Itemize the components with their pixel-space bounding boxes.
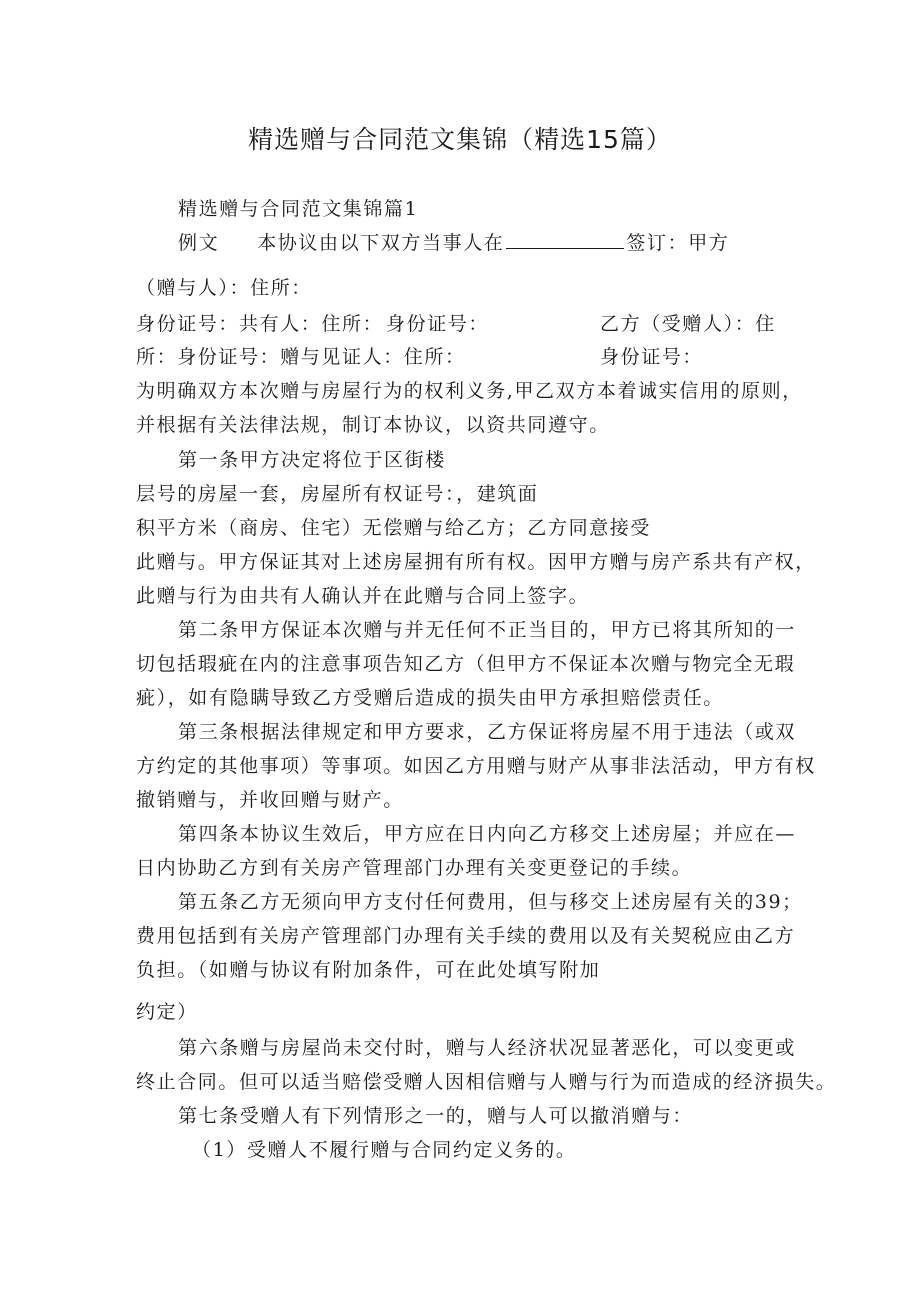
- party-line: 身份证号：共有人：住所：: [136, 313, 384, 335]
- party-line: （赠与人）：住所：: [136, 277, 312, 299]
- paragraph-line: 切包括瑕疵在内的注意事项告知乙方（但甲方不保证本次赠与物完全无瑕: [136, 653, 796, 675]
- intro-label: 例文: [178, 232, 220, 254]
- list-item: （1）受赠人不履行赠与合同约定义务的。: [192, 1139, 577, 1161]
- paragraph-line: 此赠与行为由共有人确认并在此赠与合同上签字。: [136, 585, 590, 607]
- paragraph-line: 层号的房屋一套，房屋所有权证号：，建筑面: [136, 483, 539, 505]
- party-line: 乙方（受赠人）：住: [600, 313, 776, 335]
- paragraph-line: 第七条受赠人有下列情形之一的，赠与人可以撤消赠与：: [178, 1105, 694, 1127]
- paragraph-line: 第六条赠与房屋尚未交付时，赠与人经济状况显著恶化，可以变更或: [178, 1037, 797, 1059]
- paragraph-line: 第三条根据法律规定和甲方要求，乙方保证将房屋不用于违法（或双: [178, 721, 797, 743]
- paragraph-line: 费用包括到有关房产管理部门办理有关手续的费用以及有关契税应由乙方: [136, 925, 796, 947]
- intro-before-blank: 本协议由以下双方当事人在: [257, 232, 505, 254]
- paragraph-line: 终止合同。但可以适当赔偿受赠人因相信赠与人赠与行为而造成的经济损失。: [136, 1071, 837, 1093]
- paragraph-line: 撤销赠与，并收回赠与财产。: [136, 789, 404, 811]
- paragraph-line: 第五条乙方无须向甲方支付任何费用，但与移交上述房屋有关的39；: [178, 891, 803, 913]
- paragraph-line: 第四条本协议生效后，甲方应在日内向乙方移交上述房屋；并应在—: [178, 823, 797, 845]
- paragraph-line: 此赠与。甲方保证其对上述房屋拥有所有权。因甲方赠与房产系共有产权，: [136, 551, 816, 573]
- paragraph-line: 负担。（如赠与协议有附加条件，可在此处填写附加: [136, 959, 601, 981]
- party-line: 所：身份证号：赠与见证人：住所：: [136, 346, 466, 368]
- party-line: 身份证号：: [600, 346, 704, 368]
- paragraph-line: 第二条甲方保证本次赠与并无任何不正当目的，甲方已将其所知的一: [178, 619, 797, 641]
- paragraph-line: 方约定的其他事项）等事项。如因乙方用赠与财产从事非法活动，甲方有权: [136, 755, 816, 777]
- paragraph-line: 并根据有关法律法规，制订本协议，以资共同遵守。: [136, 414, 610, 436]
- paragraph-line: 疵），如有隐瞒导致乙方受赠后造成的损失由甲方承担赔偿责任。: [136, 687, 724, 709]
- signing-place-blank: [506, 231, 624, 249]
- party-line: 身份证号：: [386, 313, 490, 335]
- intro-after-blank: 签订：甲方: [626, 232, 730, 254]
- paragraph-line: 日内协助乙方到有关房产管理部门办理有关变更登记的手续。: [136, 857, 693, 879]
- paragraph-line: 第一条甲方决定将位于区街楼: [178, 449, 446, 471]
- paragraph-line: 为明确双方本次赠与房屋行为的权利义务,甲乙双方本着诚实信用的原则，: [136, 380, 803, 402]
- paragraph-line: 积平方米（商房、住宅）无偿赠与给乙方；乙方同意接受: [136, 517, 652, 539]
- intro-line: [178, 231, 729, 255]
- section-heading: 精选赠与合同范文集锦篇1: [178, 198, 419, 220]
- paragraph-line: 约定）: [136, 1001, 198, 1023]
- document-title: 精选赠与合同范文集锦（精选15篇）: [248, 125, 672, 154]
